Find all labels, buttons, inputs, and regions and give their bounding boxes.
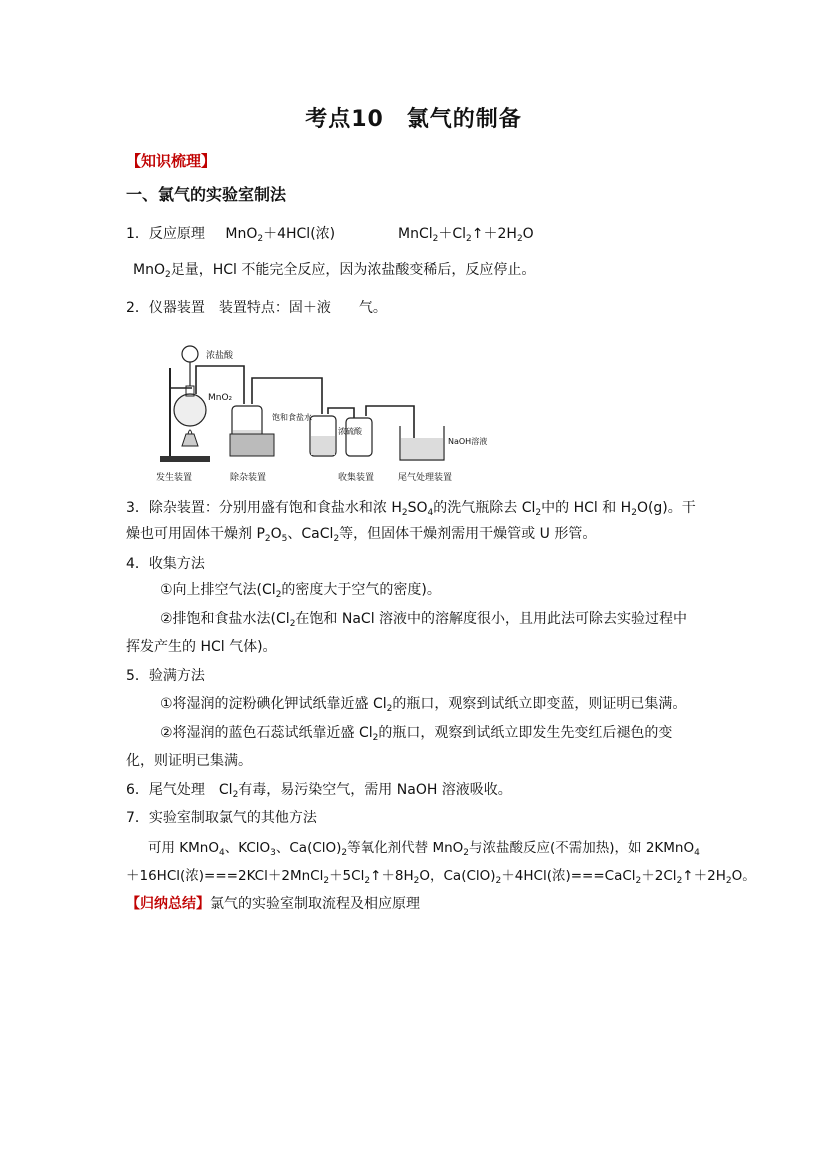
other-methods-line-1: 可用 KMnO$_4$、KClO$_3$、$Ca(ClO)_2$等氧化剂代替 MnO$_2$与浓盐酸反应(不需加热)，如 2KMnO$_4$ <box>148 840 700 858</box>
check-method-2-cont: 化，则证明已集满。 <box>126 753 252 769</box>
check-method-1: ①将湿润的淀粉碘化钾试纸靠近盛 $Cl_2$的瓶口，观察到试纸立即变蓝，则证明已集满。 <box>160 696 687 714</box>
purification-line-1: 3．除杂装置：分别用盛有饱和食盐水和浓 $H_2SO_4$的洗气瓶除去 $Cl_2$中的 HCl 和 $H_2O(g)$。干 <box>126 500 696 518</box>
collection-bottle <box>346 418 372 456</box>
funnel-icon <box>182 346 198 362</box>
caption-tail-gas: 尾气处理装置 <box>398 473 453 483</box>
check-heading: 5．验满方法 <box>126 668 205 684</box>
collection-method-2: ②排饱和食盐水法($Cl_2$在饱和 NaCl 溶液中的溶解度很小，且用此法可除去实验过程中 <box>160 611 688 629</box>
apparatus-line: 2．仪器装置 装置特点：固＋液 气。 <box>126 300 387 316</box>
caption-generation: 发生装置 <box>156 473 193 483</box>
caption-collection: 收集装置 <box>338 473 375 483</box>
collection-method-2-cont: 挥发产生的 HCl 气体)。 <box>126 639 277 655</box>
other-methods-heading: 7．实验室制取氯气的其他方法 <box>126 810 317 826</box>
reaction-note: MnO$_2$足量，HCl 不能完全反应，因为浓盐酸变稀后，反应停止。 <box>133 262 536 280</box>
reaction-principle-line: 1．反应原理 MnO$_2$＋4HCl(浓) <box>126 226 336 244</box>
apparatus-diagram <box>152 338 488 488</box>
collection-heading: 4．收集方法 <box>126 556 205 572</box>
support-block <box>230 434 274 456</box>
collection-method-1: ①向上排空气法($Cl_2$的密度大于空气的密度)。 <box>160 582 441 600</box>
section-heading: 一、氯气的实验室制法 <box>126 185 287 204</box>
summary-text: 氯气的实验室制取流程及相应原理 <box>210 896 420 912</box>
label-brine: 饱和食盐水 <box>272 413 312 422</box>
section-tag: 【知识梳理】 <box>126 152 217 170</box>
summary-tag: 【归纳总结】 <box>126 896 210 912</box>
flask-icon <box>174 394 206 426</box>
purification-line-2: 燥也可用固体干燥剂 $P_2O_5$、CaCl$_2$等，但固体干燥剂需用干燥管或 U 形管。 <box>126 526 597 544</box>
label-hcl: 浓盐酸 <box>206 351 234 361</box>
reactant-formula: MnO$_2$＋4HCl(浓) <box>225 226 336 244</box>
check-method-2: ②将湿润的蓝色石蕊试纸靠近盛 $Cl_2$的瓶口，观察到试纸立即发生先变红后褪色的变 <box>160 725 673 743</box>
label-naoh: NaOH溶液 <box>448 437 488 446</box>
stand-base <box>160 456 210 462</box>
product-formula: $MnCl_2+Cl_2↑+2H_2O$ <box>398 226 534 244</box>
summary-line <box>126 894 420 914</box>
label-h2so4: 浓硫酸 <box>338 427 362 436</box>
page-title: 考点10 氯气的制备 <box>305 107 522 132</box>
other-methods-line-2: ＋16HCl(浓)$===2KCl+2MnCl_2+5Cl_2↑+8H_2O$，$Ca(ClO)_2+4HCl$(浓)$===CaCl_2+2Cl_2↑+2H_2O$。 <box>126 868 756 886</box>
burner-icon <box>182 434 198 446</box>
caption-purification: 除杂装置 <box>230 473 267 483</box>
label-mno2: MnO₂ <box>208 393 233 403</box>
tail-gas-line: 6．尾气处理 $Cl_2$有毒，易污染空气，需用 NaOH 溶液吸收。 <box>126 782 512 800</box>
